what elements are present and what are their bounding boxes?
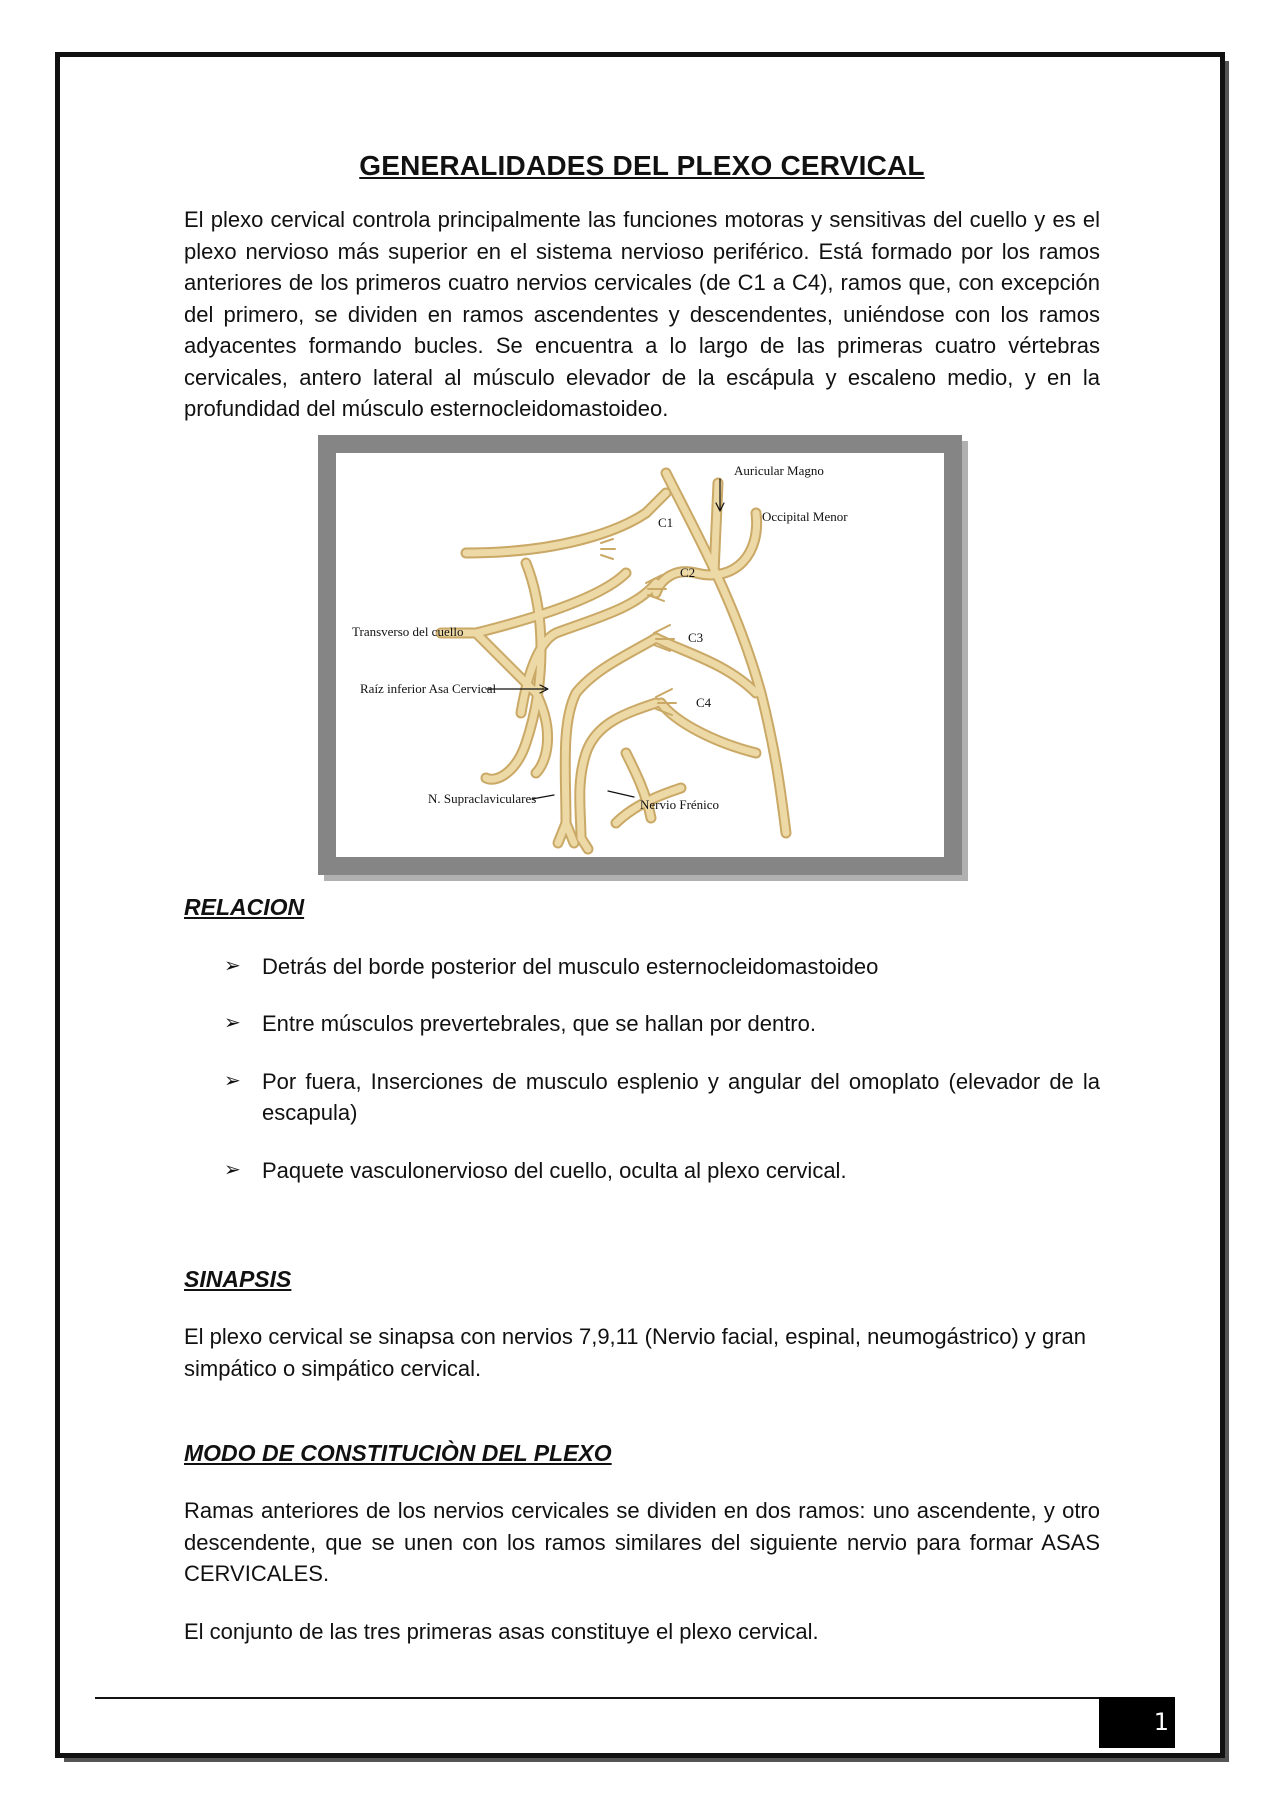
modo-paragraph-1: Ramas anteriores de los nervios cervicales se dividen en dos ramos: uno ascendente, y otro descendente, que se unen con los ramos similares del siguiente nervio para formar ASAS CERVICALES. xyxy=(184,1498,1100,1586)
plexus-figure xyxy=(318,435,968,880)
list-item: ➢ Por fuera, Inserciones de musculo esplenio y angular del omoplato (elevador de la escapula) xyxy=(184,1066,1100,1129)
label-supraclaviculares: N. Supraclaviculares xyxy=(428,790,537,806)
arrow-bullet-icon: ➢ xyxy=(224,1158,241,1181)
label-nervio-frenico: Nervio Frénico xyxy=(640,796,720,812)
label-c3: C3 xyxy=(688,629,704,645)
intro-paragraph: El plexo cervical controla principalmente las funciones motoras y sensitivas del cuello y es el plexo nervioso más superior en el sistema nervioso periférico. Está formado por los ramos anteriores de los primeros cuatro nervios cervicales (de C1 a C4), ramos que, con excepción del primero, se dividen en ramos ascendentes y descendentes, uniéndose con los ramos adyacentes formando bucles. Se encuentra a lo largo de las primeras cuatro vértebras cervicales, antero lateral al músculo elevador de la escápula y escaleno medio, y en la profundidad del músculo esternocleidomastoideo. xyxy=(184,207,1100,421)
arrow-bullet-icon: ➢ xyxy=(224,1012,241,1034)
relacion-heading: RELACION xyxy=(184,893,305,920)
label-auricular-magno: Auricular Magno xyxy=(734,462,824,478)
relacion-list xyxy=(184,951,1100,1187)
list-item: ➢ Detrás del borde posterior del musculo esternocleidomastoideo xyxy=(184,951,1100,983)
page-title: GENERALIDADES DEL PLEXO CERVICAL xyxy=(359,150,925,181)
footer-rule xyxy=(95,1697,1105,1699)
arrow-bullet-icon: ➢ xyxy=(224,1069,241,1092)
document-body xyxy=(184,150,1100,1647)
modo-heading: MODO DE CONSTITUCIÒN DEL PLEXO xyxy=(184,1440,612,1466)
sinapsis-heading: SINAPSIS xyxy=(184,1266,292,1292)
label-c1: C1 xyxy=(658,514,674,530)
arrow-bullet-icon: ➢ xyxy=(224,954,241,977)
modo-paragraph-2: El conjunto de las tres primeras asas constituye el plexo cervical. xyxy=(184,1618,819,1644)
figure-frame xyxy=(318,435,962,875)
figure-canvas xyxy=(336,453,944,857)
label-raiz-inferior: Raíz inferior Asa Cervical xyxy=(360,680,497,696)
cervical-plexus-diagram xyxy=(336,453,944,857)
page-number: 1 xyxy=(1099,1697,1175,1748)
label-c2: C2 xyxy=(680,564,696,580)
label-transverso: Transverso del cuello xyxy=(352,623,464,639)
label-occipital-menor: Occipital Menor xyxy=(762,508,848,524)
list-item: ➢ Entre músculos prevertebrales, que se hallan por dentro. xyxy=(184,1008,1100,1040)
label-c4: C4 xyxy=(696,694,712,710)
list-item: ➢ Paquete vasculonervioso del cuello, oculta al plexo cervical. xyxy=(184,1155,1100,1187)
root-stubs xyxy=(601,539,676,715)
sinapsis-paragraph: El plexo cervical se sinapsa con nervios 7,9,11 (Nervio facial, espinal, neumogástrico) y gran simpático o simpático cervical. xyxy=(184,1324,1087,1381)
